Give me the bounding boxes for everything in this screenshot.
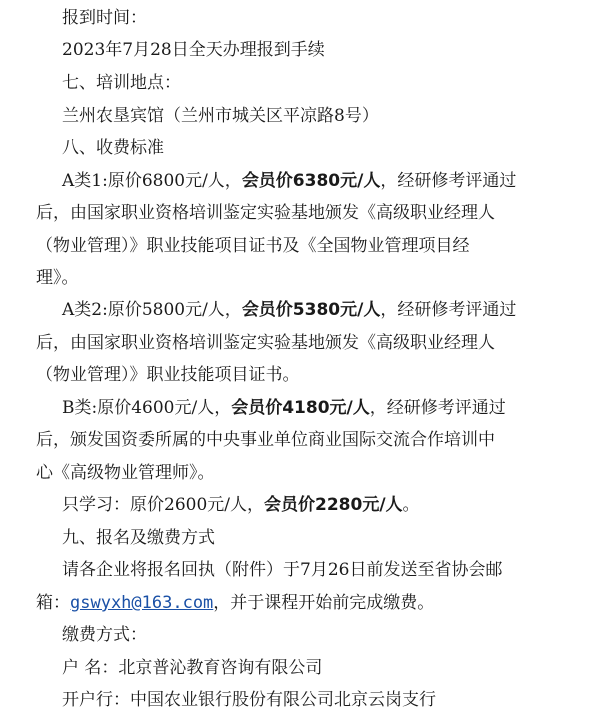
a2-member-price: 会员价5380元/人 <box>241 300 381 320</box>
payment-title: 缴费方式： <box>62 625 147 645</box>
a2-suffix: ，经研修考评通过 <box>380 300 517 320</box>
b-member-price: 会员价4180元/人 <box>231 398 370 418</box>
a2-line3: （物业管理）》职业技能项目证书。 <box>36 365 300 385</box>
b-price: B类:原价4600元/人， <box>62 398 232 418</box>
bank-line <box>62 688 436 712</box>
a1-line1 <box>62 169 516 193</box>
a1-line2: 后，由国家职业资格培训鉴定实验基地颁发《高级职业经理人 <box>36 203 495 223</box>
study-suffix: 。 <box>402 495 420 515</box>
study-member-price: 会员价2280元/人 <box>264 495 403 515</box>
account-name-label: 户 名： <box>62 658 119 678</box>
study-line <box>62 493 420 517</box>
venue-text: 兰州农垦宾馆（兰州市城关区平凉路8号） <box>62 106 379 126</box>
a2-line1 <box>62 298 516 322</box>
section9-title: 九、报名及缴费方式 <box>62 528 215 548</box>
b-line2: 后，颁发国资委所属的中央事业单位商业国际交流合作培训中 <box>36 430 495 450</box>
account-name-value: 北京普沁教育咨询有限公司 <box>118 658 323 678</box>
registration-line1: 请各企业将报名回执（附件）于7月26日前发送至省协会邮 <box>62 560 503 580</box>
account-name-line <box>62 656 322 680</box>
report-time-label: 报到时间： <box>62 8 147 28</box>
registration-line2 <box>36 591 434 615</box>
registration-suffix: ，并于课程开始前完成缴费。 <box>213 593 435 613</box>
mailbox-label: 箱： <box>36 593 70 613</box>
a2-price: A类2:原价5800元/人， <box>62 300 242 320</box>
email-link[interactable]: gswyxh@163.com <box>70 593 214 613</box>
a1-member-price: 会员价6380元/人 <box>241 171 381 191</box>
b-line1 <box>62 396 506 420</box>
a1-suffix: ，经研修考评通过 <box>380 171 517 191</box>
a1-price: A类1:原价6800元/人， <box>62 171 242 191</box>
section7-title: 七、培训地点： <box>62 73 181 93</box>
bank-value: 中国农业银行股份有限公司北京云岗支行 <box>130 690 436 710</box>
report-date-text: 2023年7月28日全天办理报到手续 <box>62 40 325 60</box>
b-suffix: ，经研修考评通过 <box>369 398 506 418</box>
section8-title: 八、收费标准 <box>62 138 164 158</box>
study-price: 只学习：原价2600元/人， <box>62 495 264 515</box>
bank-label: 开户行： <box>62 690 130 710</box>
a1-line3: （物业管理）》职业技能项目证书及《全国物业管理项目经 <box>36 236 470 256</box>
a1-line4: 理》。 <box>36 268 79 288</box>
a2-line2: 后，由国家职业资格培训鉴定实验基地颁发《高级职业经理人 <box>36 333 495 353</box>
b-line3: 心《高级物业管理师》。 <box>36 463 215 483</box>
